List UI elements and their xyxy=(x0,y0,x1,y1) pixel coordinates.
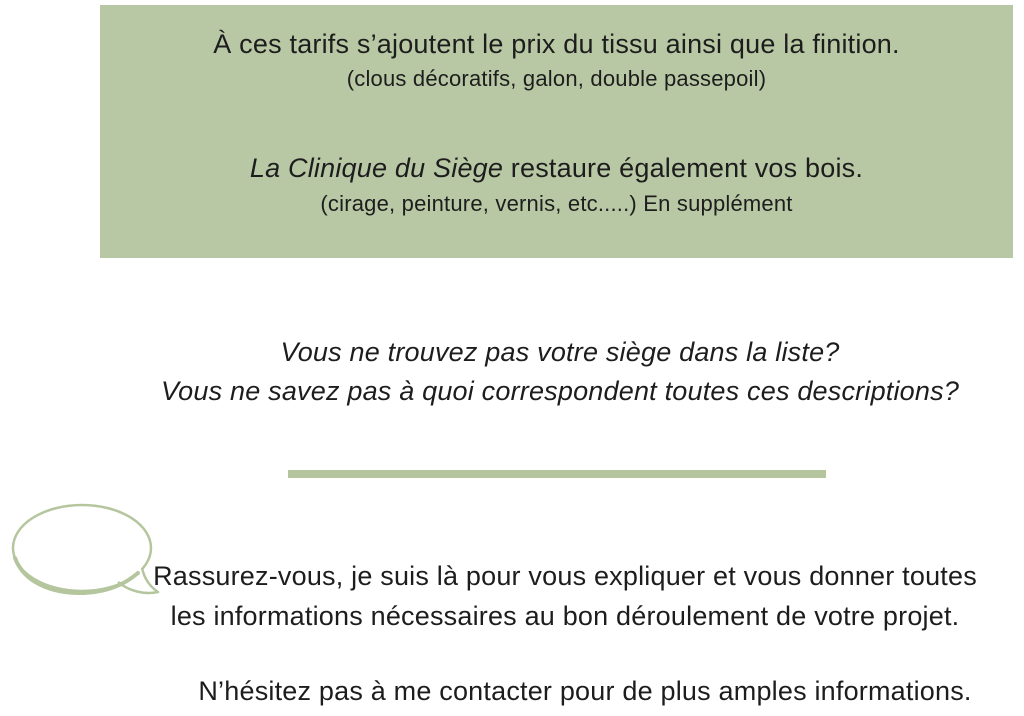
pricing-note-line: À ces tarifs s’ajoutent le prix du tissu ainsi que la finition. xyxy=(213,29,900,59)
wood-restoration-line xyxy=(100,150,1013,186)
pricing-note-detail: (clous décoratifs, galon, double passepoil) xyxy=(346,66,767,91)
wood-restoration-text: restaure également vos bois. xyxy=(503,153,864,183)
reassurance-paragraph xyxy=(105,556,1024,636)
green-divider-rule xyxy=(288,470,826,478)
reassurance-line-1: Rassurez-vous, je suis là pour vous expliquer et vous donner toutes xyxy=(153,561,977,591)
brand-name: La Clinique du Siège xyxy=(249,153,504,183)
wood-restoration-detail: (cirage, peinture, vernis, etc.....) En supplément xyxy=(320,191,793,216)
question-line-1: Vous ne trouvez pas votre siège dans la liste? xyxy=(280,337,840,367)
question-line-2: Vous ne savez pas à quoi correspondent toutes ces descriptions? xyxy=(160,376,960,406)
questions-block xyxy=(100,333,1020,411)
reassurance-line-2: les informations nécessaires au bon déroulement de votre projet. xyxy=(170,601,960,631)
pricing-info-box xyxy=(100,5,1013,258)
contact-invitation-line: N’hésitez pas à me contacter pour de plus amples informations. xyxy=(198,676,972,706)
